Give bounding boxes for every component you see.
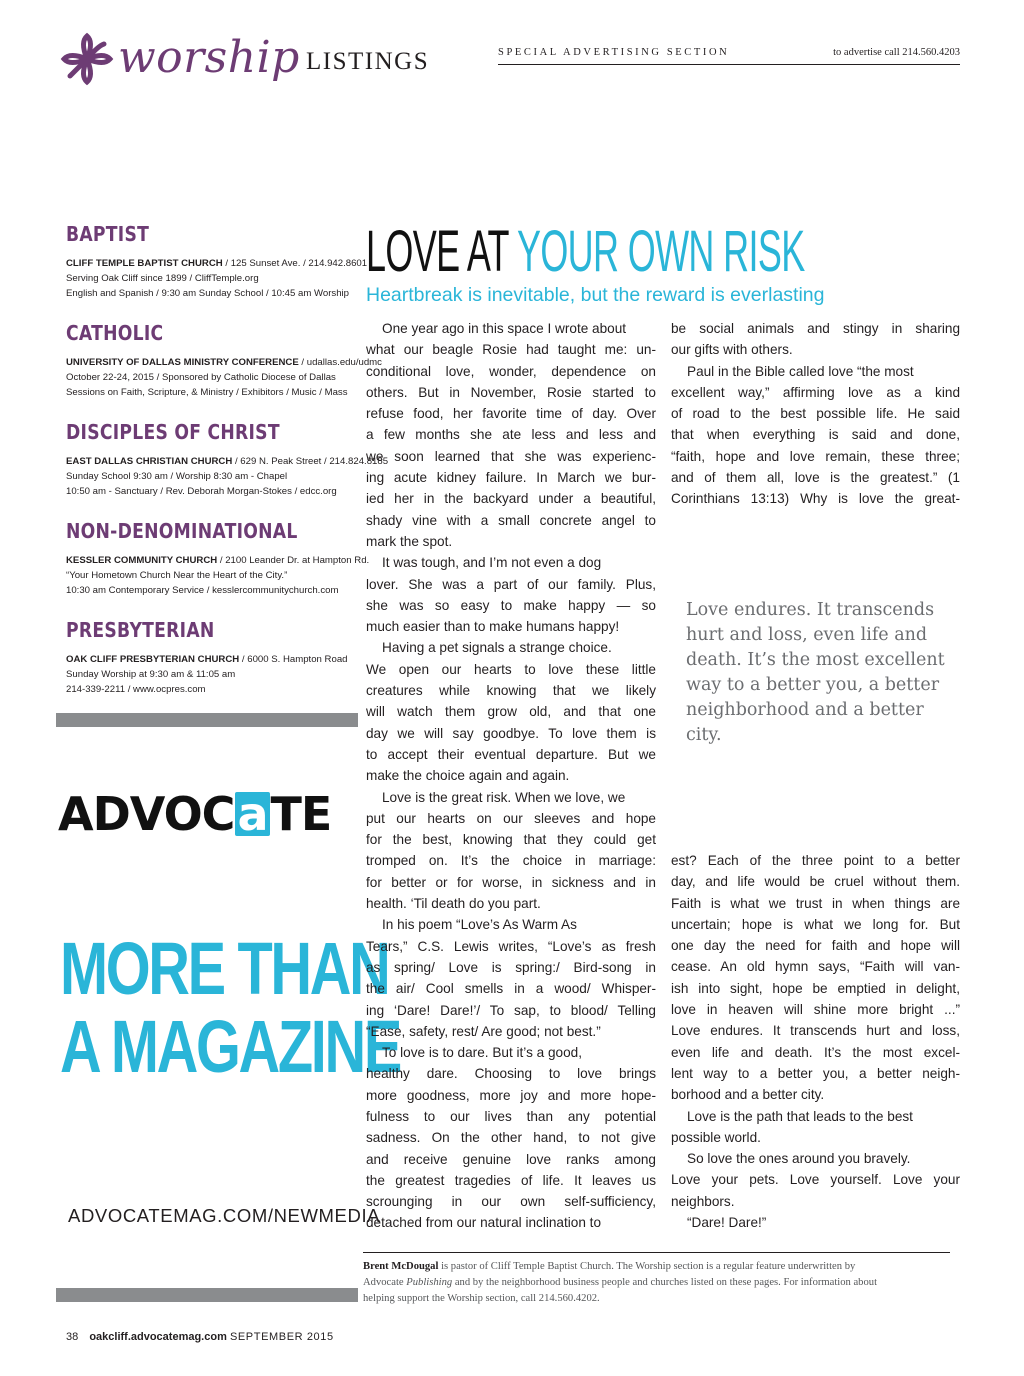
article-line: Corinthians 13:13) Why is love the great- — [671, 491, 960, 507]
author-name: Brent McDougal — [363, 1261, 439, 1272]
article-line: uncertain; hope is what we long for. But — [671, 916, 960, 932]
article-line: and of them all, love is the greatest.” (1 — [671, 470, 960, 486]
ad-tagline-line: A MAGAZINE — [60, 1005, 401, 1088]
page-number: 38 — [66, 1331, 79, 1343]
flower-icon — [60, 32, 114, 86]
article-line: that when everything is said and done, — [671, 427, 960, 443]
article-line: the greatest tragedies of life. It leaves us — [366, 1172, 656, 1188]
article-line: and receive genuine love ranks among — [366, 1151, 656, 1167]
article-line: possible world. — [671, 1129, 761, 1145]
article-line: will watch them grow old, and that one — [366, 704, 656, 720]
article-line: the air/ Cool smells in a wood/ Whisper- — [366, 981, 656, 997]
article-line: Love your pets. Love yourself. Love your — [671, 1172, 960, 1188]
advocate-logo — [58, 787, 358, 841]
article-line: lent way to a better you, a better neigh- — [671, 1065, 960, 1081]
article-line: as spring/ Love is spring:/ Bird-song in — [366, 959, 656, 975]
article-line: for better or for worse, in sickness and in — [366, 874, 656, 890]
advocate-logo-text — [58, 787, 331, 841]
listing-line: 10:50 am - Sanctuary / Rev. Deborah Morgan-Stokes / edcc.org — [66, 486, 337, 497]
article-line: our gifts with others. — [671, 342, 793, 358]
bio-text: and by the neighborhood business people and churches listed on these pages. For information about — [452, 1277, 878, 1288]
article-line: In his poem “Love’s As Warm As — [382, 917, 577, 933]
article-line: detached from our natural inclination to — [366, 1215, 602, 1231]
listing-line: October 22-24, 2015 / Sponsored by Catholic Diocese of Dallas — [66, 372, 336, 383]
pull-quote — [686, 598, 966, 748]
article-line: One year ago in this space I wrote about — [382, 321, 627, 336]
listing-line: 214-339-2211 / www.ocpres.com — [66, 684, 206, 695]
pull-quote-line: neighborhood and a better — [686, 700, 924, 720]
article-line: she was so easy to make happy — so — [366, 597, 656, 613]
church-name: OAK CLIFF PRESBYTERIAN CHURCH — [66, 654, 240, 665]
article-line: It was tough, and I’m not even a dog — [382, 555, 602, 571]
listing-line: English and Spanish / 9:30 am Sunday School / 10:45 am Worship — [66, 288, 350, 299]
church-details: / 6000 S. Hampton Road — [239, 654, 348, 665]
article-line: a few months she ate less and less and — [366, 427, 656, 443]
article-line: est? Each of the three point to a better — [671, 853, 960, 868]
article-line: to accept their eventual departure. But we — [366, 746, 656, 762]
bio-line: helping support the Worship section, call 214.560.4202. — [363, 1293, 600, 1304]
church-details: / 2100 Leander Dr. at Hampton Rd. — [217, 555, 370, 566]
listing-first-line — [66, 652, 358, 667]
denomination-presbyterian — [66, 618, 358, 697]
article-line: scrounging in our own self-sufficiency, — [366, 1194, 656, 1210]
logo-listings: LISTINGS — [306, 48, 430, 75]
article-line: much easier than to make humans happy! — [366, 619, 620, 635]
article-line: cease. An old hymn says, “Faith will van- — [671, 959, 960, 975]
article-line: refuse food, her favorite time of day. Over — [366, 406, 656, 422]
pull-quote-line: Love endures. It transcends — [686, 600, 935, 620]
article-column-2-top — [671, 318, 960, 510]
article-line: more goodness, more joy and more hope- — [366, 1087, 656, 1103]
article-line: Tears,” C.S. Lewis writes, “Love’s as fresh — [366, 938, 656, 954]
article-line: day, and life would be cruel without them. — [671, 874, 960, 890]
article-line: health. ‘Til death do you part. — [366, 896, 541, 912]
article-line: borhood and a better city. — [671, 1087, 825, 1103]
article-column-1 — [366, 318, 656, 1234]
church-details: / 125 Sunset Ave. / 214.942.8601 — [222, 258, 368, 269]
article-line: Love endures. It transcends hurt and loss, — [671, 1023, 960, 1039]
worship-listings — [66, 222, 389, 717]
listing-first-line — [66, 355, 382, 370]
advocate-url[interactable]: ADVOCATEMAG.COM/NEWMEDIA — [68, 1205, 381, 1226]
article-line: ish into sight, hope be emptied in delight, — [671, 980, 960, 996]
article-line: Paul in the Bible called love “the most — [687, 363, 914, 379]
article-line: Having a pet signals a strange choice. — [382, 640, 612, 656]
article-line: put our hearts on our sleeves and hope — [366, 810, 656, 826]
article-line: lover. She was a part of our family. Plus, — [366, 576, 656, 592]
bio-line — [363, 1275, 953, 1291]
article-line: neighbors. — [671, 1193, 735, 1209]
article-line: make the choice again and again. — [366, 768, 570, 784]
listing-first-line — [66, 256, 368, 271]
ad-tagline — [60, 927, 401, 1088]
article-line: others. But in November, Rosie started to — [366, 384, 656, 400]
page-folio — [66, 1331, 334, 1343]
article-line: of road to the best possible life. He said — [671, 406, 960, 422]
article-line: day we will say goodbye. To love them is — [366, 725, 656, 741]
headline-part-dark: LOVE AT — [366, 219, 517, 284]
article-line: shady vine with a small concrete angel to — [366, 512, 656, 528]
denomination-heading: CATHOLIC — [66, 321, 164, 345]
article-line: ing ‘Dare! Dare!’/ To sap, to blood/ Telling — [366, 1002, 656, 1018]
article-line: what our beagle Rosie had taught me: un- — [366, 342, 656, 358]
denomination-heading: BAPTIST — [66, 222, 150, 246]
listing-line: “Your Hometown Church Near the Heart of the City.” — [66, 570, 288, 581]
folio-date: SEPTEMBER 2015 — [229, 1331, 334, 1343]
article-subhead: Heartbreak is inevitable, but the reward is everlasting — [366, 284, 825, 306]
article-line: creatures while knowing that we likely — [366, 683, 656, 699]
denomination-catholic — [66, 321, 382, 400]
article-line: healthy dare. Choosing to love brings — [366, 1066, 656, 1082]
logo-worship: worship — [118, 32, 300, 83]
denomination-heading: DISCIPLES OF CHRIST — [66, 420, 280, 444]
bio-rule — [363, 1252, 950, 1253]
bio-italic: Publishing — [406, 1277, 453, 1288]
denomination-baptist — [66, 222, 368, 301]
article-line: We open our hearts to love these little — [366, 661, 656, 677]
article-line: sadness. On the other hand, to not give — [366, 1130, 656, 1146]
advertise-phone: to advertise call 214.560.4203 — [833, 47, 960, 58]
article-line: ied her in the backyard under a beautiful, — [366, 491, 656, 507]
listing-line: Serving Oak Cliff since 1899 / CliffTemple.org — [66, 273, 259, 284]
pull-quote-line: way to a better you, a better — [686, 675, 940, 695]
headline-part-blue: YOUR OWN RISK — [516, 219, 805, 284]
article-line: for the best, knowing that they could get — [366, 832, 656, 848]
article-line: So love the ones around you bravely. — [687, 1151, 911, 1167]
author-bio — [363, 1259, 953, 1307]
article-line: conditional love, wonder, dependence on — [366, 363, 656, 379]
article-line: “Dare! Dare!” — [687, 1215, 767, 1231]
article-column-2-bottom — [671, 850, 960, 1233]
article-line: ing acute kidney failure. In March we bur- — [366, 470, 656, 486]
pull-quote-line: death. It’s the most excellent — [686, 650, 945, 670]
logo-part: TE — [270, 787, 332, 841]
church-details: / 629 N. Peak Street / 214.824.8185 — [232, 456, 389, 467]
folio-site: oakcliff.advocatemag.com — [89, 1331, 227, 1343]
article-line: fulness to our lives than any potential — [366, 1108, 656, 1124]
denomination-non-denominational — [66, 519, 370, 598]
logo-part: ADVOC — [58, 787, 235, 841]
masthead — [60, 26, 960, 86]
listing-line: 10:30 am Contemporary Service / kesslercommunitychurch.com — [66, 585, 339, 596]
church-name: EAST DALLAS CHRISTIAN CHURCH — [66, 456, 233, 467]
article-line: even life and death. It’s the most excel- — [671, 1044, 960, 1060]
article-line: tromped on. It’s the choice in marriage: — [366, 853, 656, 869]
denomination-heading: PRESBYTERIAN — [66, 618, 215, 642]
pull-quote-line: hurt and loss, even life and — [686, 625, 928, 645]
divider-bar-top — [56, 713, 358, 727]
denomination-disciples — [66, 420, 389, 499]
article-line: Love is the path that leads to the best — [687, 1108, 913, 1124]
special-section-label: SPECIAL ADVERTISING SECTION — [498, 47, 730, 58]
bio-text: is pastor of Cliff Temple Baptist Church. The Worship section is a regular feature underwritten by — [438, 1261, 856, 1272]
listing-first-line — [66, 454, 389, 469]
pull-quote-line: city. — [686, 725, 722, 745]
article-line: To love is to dare. But it’s a good, — [382, 1045, 582, 1061]
listing-line: Sunday School 9:30 am / Worship 8:30 am - Chapel — [66, 471, 288, 482]
article-line: “faith, hope and love remain, these three; — [671, 448, 960, 464]
church-details: / udallas.edu/udmc — [298, 357, 382, 368]
bio-text: Advocate — [363, 1277, 407, 1288]
denomination-heading: NON-DENOMINATIONAL — [66, 519, 298, 543]
listing-line: Sunday Worship at 9:30 am & 11:05 am — [66, 669, 236, 680]
church-name: KESSLER COMMUNITY CHURCH — [66, 555, 218, 566]
listing-line: Sessions on Faith, Scripture, & Ministry / Exhibitors / Music / Mass — [66, 387, 348, 398]
church-name: CLIFF TEMPLE BAPTIST CHURCH — [66, 258, 223, 269]
ad-tagline-line: MORE THAN — [60, 927, 389, 1010]
article-line: “Ease, safety, rest/ Are good; not best.” — [366, 1023, 601, 1039]
article-line: be social animals and stingy in sharing — [671, 321, 960, 336]
article-line: excellent way,” affirming love as a kind — [671, 384, 960, 400]
article-line: Love is the great risk. When we love, we — [382, 789, 626, 805]
article-line: we soon learned that she was experienc- — [366, 448, 656, 464]
article-line: mark the spot. — [366, 533, 453, 549]
church-name: UNIVERSITY OF DALLAS MINISTRY CONFERENCE — [66, 357, 299, 368]
bio-line — [363, 1259, 953, 1275]
logo-a-mark: a — [237, 787, 268, 841]
article-line: one day the need for faith and hope will — [671, 938, 960, 954]
article-line: love in heaven will shine more bright ...” — [671, 1002, 960, 1018]
article-line: Faith is what we trust in when things are — [671, 895, 960, 911]
listing-first-line — [66, 553, 370, 568]
divider-bar-bottom — [56, 1288, 358, 1302]
article-headline — [366, 219, 805, 284]
masthead-rule — [498, 64, 960, 65]
